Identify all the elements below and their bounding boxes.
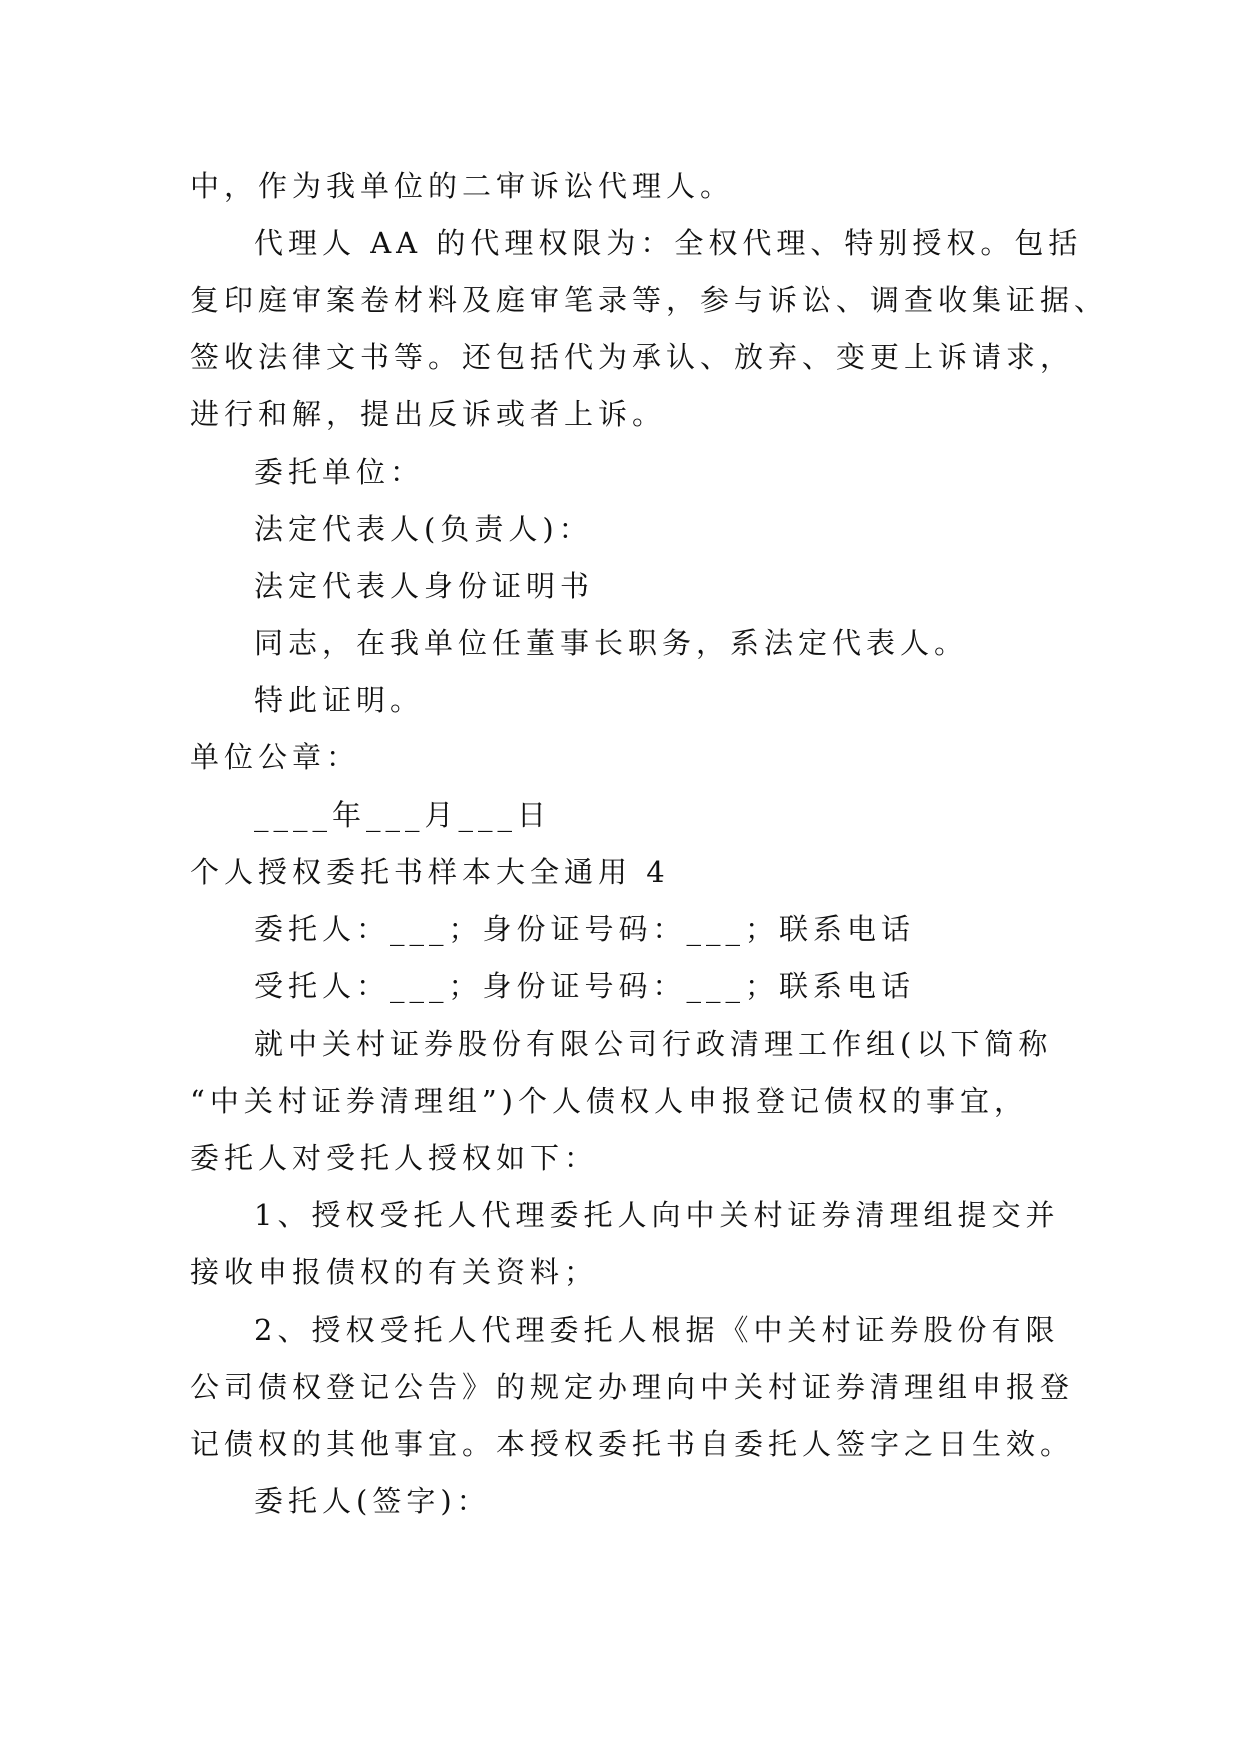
text-line: 中，作为我单位的二审诉讼代理人。	[190, 169, 735, 203]
text-line: 签收法律文书等。还包括代为承认、放弃、变更上诉请求，	[190, 340, 1075, 374]
text-line: 就中关村证券股份有限公司行政清理工作组(以下简称	[254, 1027, 1053, 1061]
text-line: 进行和解，提出反诉或者上诉。	[190, 397, 667, 431]
text-line: 受托人：___；身份证号码：___；联系电话	[254, 969, 916, 1003]
text-line: 委托人(签字)：	[254, 1484, 491, 1518]
text-line: 特此证明。	[254, 683, 425, 717]
text-line: 1、授权受托人代理委托人向中关村证券清理组提交并	[254, 1198, 1060, 1232]
section-title: 个人授权委托书样本大全通用 4	[190, 855, 670, 889]
text-line: 接收申报债权的有关资料；	[190, 1255, 599, 1289]
text-line: 委托单位：	[254, 455, 425, 489]
text-line: 2、授权受托人代理委托人根据《中关村证券股份有限	[254, 1313, 1060, 1347]
text-line: 代理人 AA 的代理权限为：全权代理、特别授权。包括	[254, 226, 1083, 260]
text-line: 同志，在我单位任董事长职务，系法定代表人。	[254, 626, 969, 660]
text-line: 公司债权登记公告》的规定办理向中关村证券清理组申报登	[190, 1370, 1075, 1404]
text-line: 单位公章：	[190, 740, 361, 774]
text-line: 复印庭审案卷材料及庭审笔录等，参与诉讼、调查收集证据、	[190, 283, 1109, 317]
text-line: 委托人：___；身份证号码：___；联系电话	[254, 912, 916, 946]
text-line: 记债权的其他事宜。本授权委托书自委托人签字之日生效。	[190, 1427, 1075, 1461]
text-line: 委托人对受托人授权如下：	[190, 1141, 599, 1175]
text-line: “中关村证券清理组”)个人债权人申报登记债权的事宜，	[190, 1084, 1028, 1118]
date-line: ____年___月___日	[254, 798, 552, 832]
text-line: 法定代表人身份证明书	[254, 569, 595, 603]
text-line: 法定代表人(负责人)：	[254, 512, 593, 546]
